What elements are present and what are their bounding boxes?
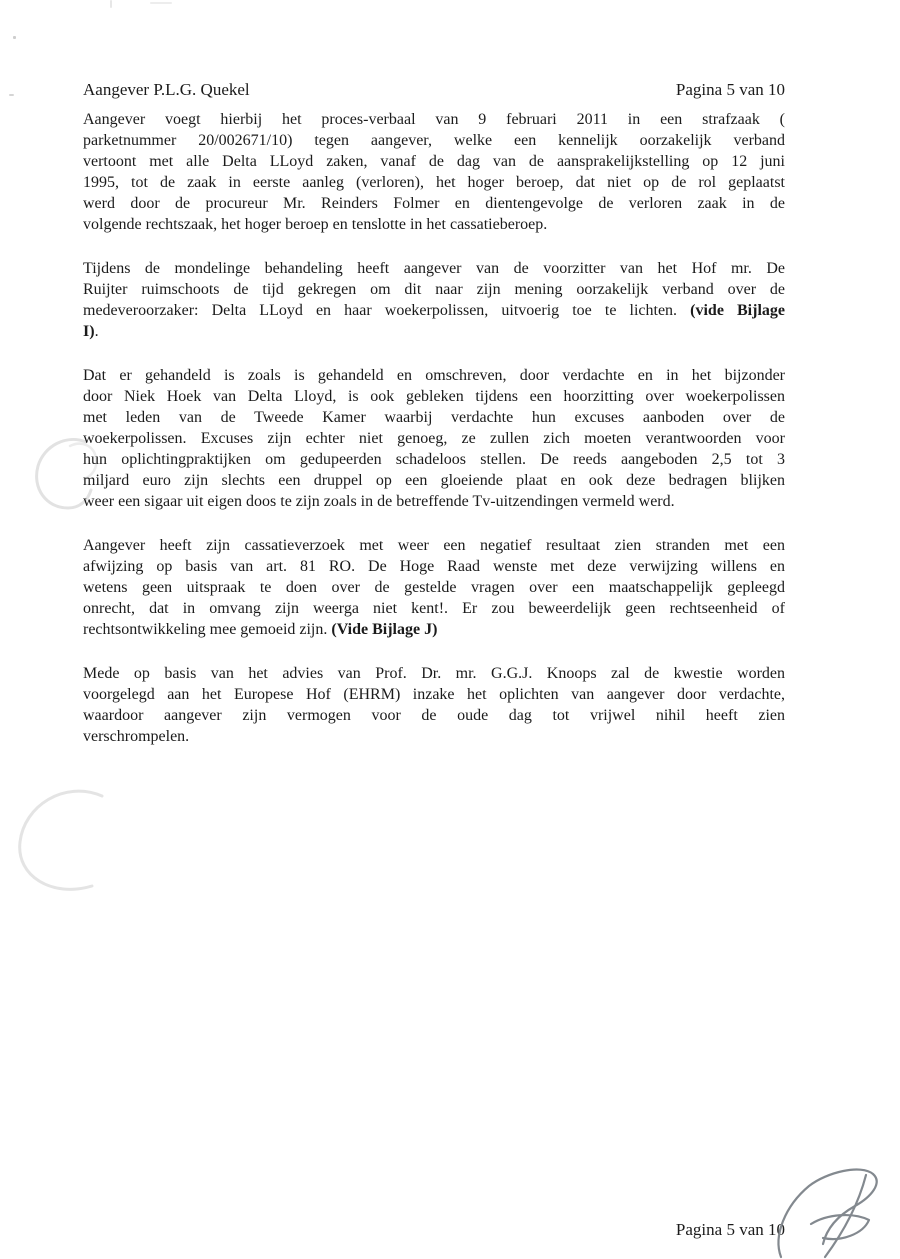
scan-artifact-circle-lower [10,782,114,900]
text-line: Tijdens de mondelinge behandeling heeft aangever van de voorzitter van het Hof mr. De [83,260,785,277]
text-line: vertoont met alle Delta LLoyd zaken, vanaf de dag van de aansprakelijkstelling op 12 juni [83,153,785,170]
text-line [83,619,785,640]
page-header [83,79,785,100]
text-line: Ruijter ruimschoots de tijd gekregen om dit naar zijn mening oorzakelijk verband over de [83,281,785,298]
text-line [83,300,785,321]
paragraph-4 [83,535,785,640]
text-line: afwijzing op basis van art. 81 RO. De Hoge Raad wenste met deze verwijzing willens en [83,558,785,575]
paragraph-3 [83,365,785,512]
text-line: weer een sigaar uit eigen doos te zijn zoals in de betreffende Tv-uitzendingen vermeld werd. [83,493,675,510]
header-author: Aangever P.L.G. Quekel [83,80,250,99]
text-line: wetens geen uitspraak te doen over de gestelde vragen over een maatschappelijk gepleegd [83,579,785,596]
footer-page-number: Pagina 5 van 10 [675,1220,785,1239]
text-segment: rechtsontwikkeling mee gemoeid zijn. [83,621,332,638]
page-footer [83,1219,785,1240]
text-line: Aangever heeft zijn cassatieverzoek met weer een negatief resultaat zien stranden met een [83,537,785,554]
text-line: door Niek Hoek van Delta Lloyd, is ook gebleken tijdens een hoorzitting over woekerpolissen [83,388,785,405]
text-line: voorgelegd aan het Europese Hof (EHRM) inzake het oplichten van aangever door verdachte, [83,686,785,703]
text-segment: . [94,323,99,340]
document-body [83,109,785,770]
scan-speck [13,36,16,39]
scan-speck [110,0,112,8]
paragraph-5 [83,663,785,747]
text-line: woekerpolissen. Excuses zijn echter niet genoeg, ze zullen zich moeten verantwoorden voor [83,430,785,447]
header-page-number: Pagina 5 van 10 [675,80,785,99]
bold-reference-vide-bijlage-i: I) [83,323,95,340]
text-line: volgende rechtszaak, het hoger beroep en tenslotte in het cassatieberoep. [83,216,548,233]
text-line: Dat er gehandeld is zoals is gehandeld en omschreven, door verdachte en in het bijzonder [83,367,785,384]
text-line: Aangever voegt hierbij het proces-verbaal van 9 februari 2011 in een strafzaak ( [83,111,785,128]
bold-reference-vide-bijlage-j: (Vide Bijlage J) [331,621,438,638]
text-line: verschrompelen. [83,728,190,745]
text-line: Mede op basis van het advies van Prof. Dr. mr. G.G.J. Knoops zal de kwestie worden [83,665,785,682]
bold-reference-vide-bijlage-i: (vide Bijlage [690,302,785,319]
paragraph-2 [83,258,785,342]
text-segment: medeveroorzaker: Delta LLoyd en haar woekerpolissen, uitvoerig toe te lichten. [83,302,691,319]
text-line [83,321,785,342]
text-line: werd door de procureur Mr. Reinders Folmer en dientengevolge de verloren zaak in de [83,195,785,212]
text-line: miljard euro zijn slechts een druppel op een gloeiende plaat en ook deze bedragen blijken [83,472,785,489]
text-line: onrecht, dat in omvang zijn weerga niet kent!. Er zou beweerdelijk geen rechtseenheid of [83,600,785,617]
text-line: met leden van de Tweede Kamer waarbij verdachte hun excuses aanboden over de [83,409,785,426]
scan-speck [9,94,14,96]
paragraph-1 [83,109,785,235]
text-line: hun oplichtingpraktijken om gedupeerden schadeloos stellen. De reeds aangeboden 2,5 tot 3 [83,451,785,468]
text-line: parketnummer 20/002671/10) tegen aangever, welke een kennelijk oorzakelijk verband [83,132,785,149]
text-line: 1995, tot de zaak in eerste aanleg (verloren), het hoger beroep, dat niet op de rol geplaatst [83,174,785,191]
signature-paraph [765,1164,895,1259]
text-line: waardoor aangever zijn vermogen voor de oude dag tot vrijwel nihil heeft zien [83,707,785,724]
scan-speck [150,2,172,4]
